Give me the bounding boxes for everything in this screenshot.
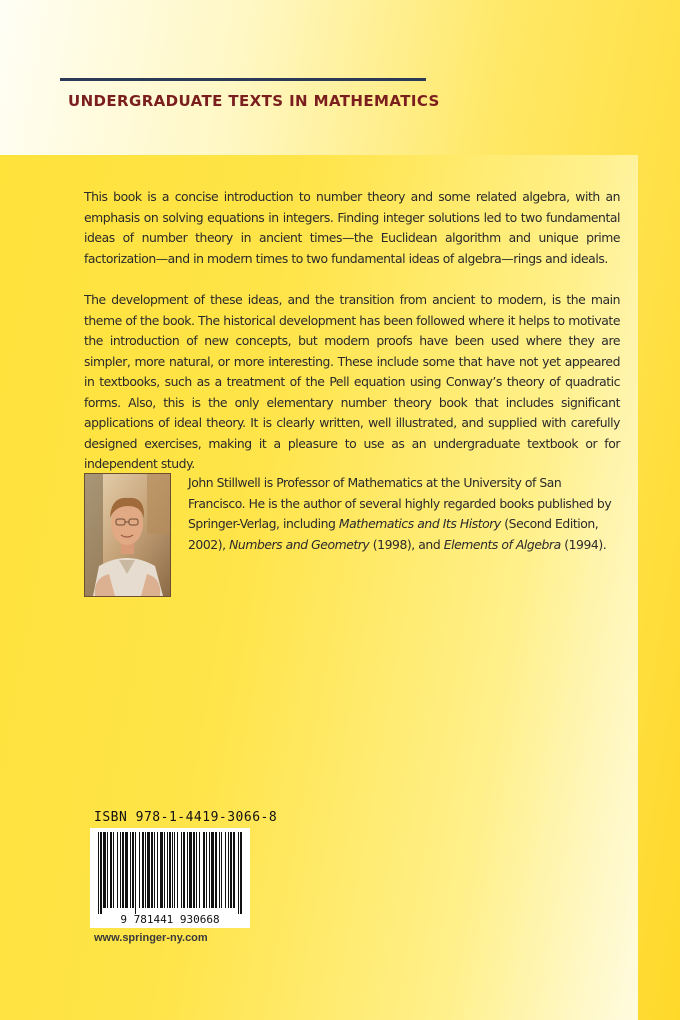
barcode-bar: [164, 832, 165, 908]
barcode-bar: [221, 832, 222, 908]
barcode-bar: [157, 832, 158, 908]
barcode-digits: 9 781441 930668: [120, 913, 220, 926]
barcode: [90, 828, 250, 928]
barcode-bar: [167, 832, 168, 908]
barcode-bar: [103, 832, 106, 908]
barcode-bar: [130, 832, 131, 908]
barcode-bar: [151, 832, 153, 908]
book-note-1: (Second Edition, 2002),: [188, 516, 599, 552]
barcode-bar: [211, 832, 214, 908]
book-title-2: Numbers and Geometry: [229, 536, 370, 552]
author-bio-intro: John Stillwell is Professor of Mathematics at the University of San Francisco. He is the author of several highly regarded books published by Springer-Verlag, including: [188, 475, 612, 531]
barcode-bar: [117, 832, 118, 908]
barcode-bar: [228, 832, 229, 908]
barcode-bar: [100, 832, 102, 914]
barcode-bar: [110, 832, 112, 908]
barcode-bar: [139, 832, 140, 908]
barcode-bar: [147, 832, 150, 908]
barcode-bar: [196, 832, 197, 908]
publisher-website[interactable]: www.springer-ny.com: [94, 932, 208, 944]
barcode-bar: [154, 832, 155, 908]
barcode-bar: [233, 832, 235, 908]
barcode-bar: [98, 832, 99, 914]
barcode-bar: [132, 832, 134, 908]
barcode-bar: [219, 832, 220, 908]
barcode-bar: [169, 832, 171, 908]
book-title-1: Mathematics and Its History: [338, 516, 501, 531]
barcode-bar: [135, 832, 136, 914]
description-paragraph-2: The development of these ideas, and the transition from ancient to modern, is the main theme of the book. The historical development has been followed where it helps to motivate the introduction of new concepts, but modern proofs have been used where they are simpler, more natural, or more interesting. These include some that have not yet appeared in textbooks, such as a treatment of the Pell equation using Conway’s theory of quadratic forms. Also, this is the only elementary number theory book that includes significant applications of ideal theory. It is clearly written, well illustrated, and supplied with carefully designed exercises, making it a pleasure to use as an undergraduate textbook or for independent study.: [84, 292, 620, 471]
barcode-bar: [113, 832, 114, 908]
barcode-bar: [209, 832, 210, 908]
series-title: UNDERGRADUATE TEXTS IN MATHEMATICS: [68, 92, 440, 110]
barcode-bar: [187, 832, 188, 908]
book-note-2: (1998), and: [369, 536, 444, 552]
barcode-bar: [107, 832, 108, 908]
barcode-bar: [215, 832, 217, 908]
barcode-bar: [142, 832, 144, 908]
barcode-bar: [160, 832, 163, 908]
author-photo: [84, 473, 171, 597]
book-title-3: Elements of Algebra: [443, 536, 561, 552]
isbn-label: ISBN 978-1-4419-3066-8: [94, 810, 278, 825]
top-rule: [60, 78, 426, 81]
barcode-bar: [120, 832, 121, 908]
barcode-bar: [125, 832, 128, 908]
book-note-3: (1994).: [560, 536, 607, 552]
barcode-bar: [240, 832, 242, 914]
barcode-bar: [193, 832, 195, 908]
barcode-bar: [206, 832, 207, 908]
barcode-bar: [177, 832, 178, 908]
barcode-bar: [199, 832, 200, 908]
barcode-bar: [183, 832, 185, 908]
barcode-bar: [174, 832, 175, 908]
author-bio: [188, 473, 620, 555]
barcode-bar: [172, 832, 173, 908]
barcode-bar: [189, 832, 192, 908]
barcode-bar: [181, 832, 182, 908]
barcode-bar: [203, 832, 205, 908]
barcode-bar: [238, 832, 239, 914]
barcode-bar: [122, 832, 124, 908]
description-paragraph-1: This book is a concise introduction to number theory and some related algebra, with an emphasis on solving equations in integers. Finding integer solutions led to two fundamental ideas of number theory in ancient times—the Euclidean algorithm and unique prime factorization—and in modern times to two fundamental ideas of algebra—rings and ideals.: [84, 189, 620, 266]
barcode-bar: [145, 832, 146, 908]
barcode-bar: [230, 832, 232, 908]
barcode-bar: [225, 832, 226, 908]
